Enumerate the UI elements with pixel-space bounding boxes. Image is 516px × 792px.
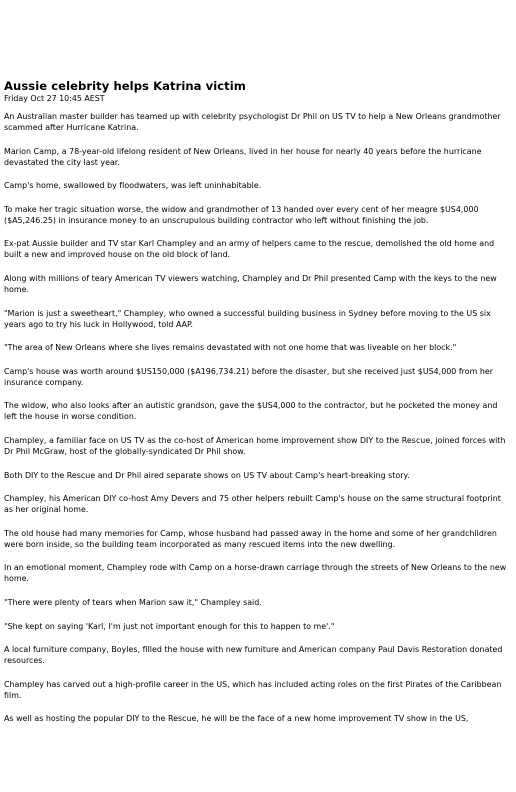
article-paragraph: An Australian master builder has teamed up with celebrity psychologist Dr Phil on US TV to help a New Orleans grandmother scammed after Hurricane Katrina. [4, 112, 501, 132]
article-paragraph: "Marion is just a sweetheart," Champley, who owned a successful building business in Sydney before moving to the US six years ago to try his luck in Hollywood, told AAP. [4, 308, 491, 329]
article-body [4, 111, 508, 724]
article-paragraph: As well as hosting the popular DIY to the Rescue, he will be the face of a new home improvement TV show in the US, [4, 714, 469, 724]
article-paragraph: To make her tragic situation worse, the widow and grandmother of 13 handed over every cent of her meagre $US4,000 ($A5,246.25) in insurance money to an unscrupulous building contractor who left without finishing the job. [4, 204, 479, 225]
article-dateline: Friday Oct 27 10:45 AEST [4, 94, 105, 103]
article-paragraph: Champley, his American DIY co-host Amy Devers and 75 other helpers rebuilt Camp's house on the same structural footprint as her original home. [4, 494, 501, 515]
article-paragraph: "There were plenty of tears when Marion saw it," Champley said. [4, 597, 262, 607]
article-paragraph: Camp's house was worth around $US150,000 ($A196,734.21) before the disaster, but she received just $US4,000 from her insurance company. [4, 366, 493, 387]
article-paragraph: "She kept on saying 'Karl, I'm just not important enough for this to happen to me'." [4, 621, 335, 631]
article-paragraph: Camp's home, swallowed by floodwaters, was left uninhabitable. [4, 181, 262, 191]
article-paragraph: Both DIY to the Rescue and Dr Phil aired separate shows on US TV about Camp's heart-breaking story. [4, 470, 410, 480]
article-paragraph: Champley has carved out a high-profile career in the US, which has included acting roles on the first Pirates of the Caribbean film. [4, 679, 502, 700]
article-paragraph: The widow, who also looks after an autistic grandson, gave the $US4,000 to the contractor, but he pocketed the money and left the house in worse condition. [4, 401, 498, 422]
article-paragraph: Champley, a familiar face on US TV as the co-host of American home improvement show DIY to the Rescue, joined forces with Dr Phil McGraw, host of the globally-syndicated Dr Phil show. [4, 435, 506, 456]
article-paragraph: A local furniture company, Boyles, filled the house with new furniture and American company Paul Davis Restoration donated resources. [4, 645, 503, 666]
article-paragraph: In an emotional moment, Champley rode with Camp on a horse-drawn carriage through the streets of New Orleans to the new home. [4, 563, 507, 584]
article-paragraph: Along with millions of teary American TV viewers watching, Champley and Dr Phil presented Camp with the keys to the new home. [4, 273, 497, 294]
article-paragraph: Ex-pat Aussie builder and TV star Karl Champley and an army of helpers came to the rescue, demolished the old home and built a new and improved house on the old block of land. [4, 239, 495, 260]
article-headline: Aussie celebrity helps Katrina victim [4, 79, 246, 93]
article-paragraph: The old house had many memories for Camp, whose husband had passed away in the home and some of her grandchildren were born inside, so the building team incorporated as many rescued items into the new dwelling. [4, 528, 497, 549]
article-paragraph: "The area of New Orleans where she lives remains devastated with not one home that was liveable on her block." [4, 343, 457, 353]
article [4, 79, 508, 737]
article-paragraph: Marion Camp, a 78-year-old lifelong resident of New Orleans, lived in her house for nearly 40 years before the hurricane devastated the city last year. [4, 146, 482, 167]
